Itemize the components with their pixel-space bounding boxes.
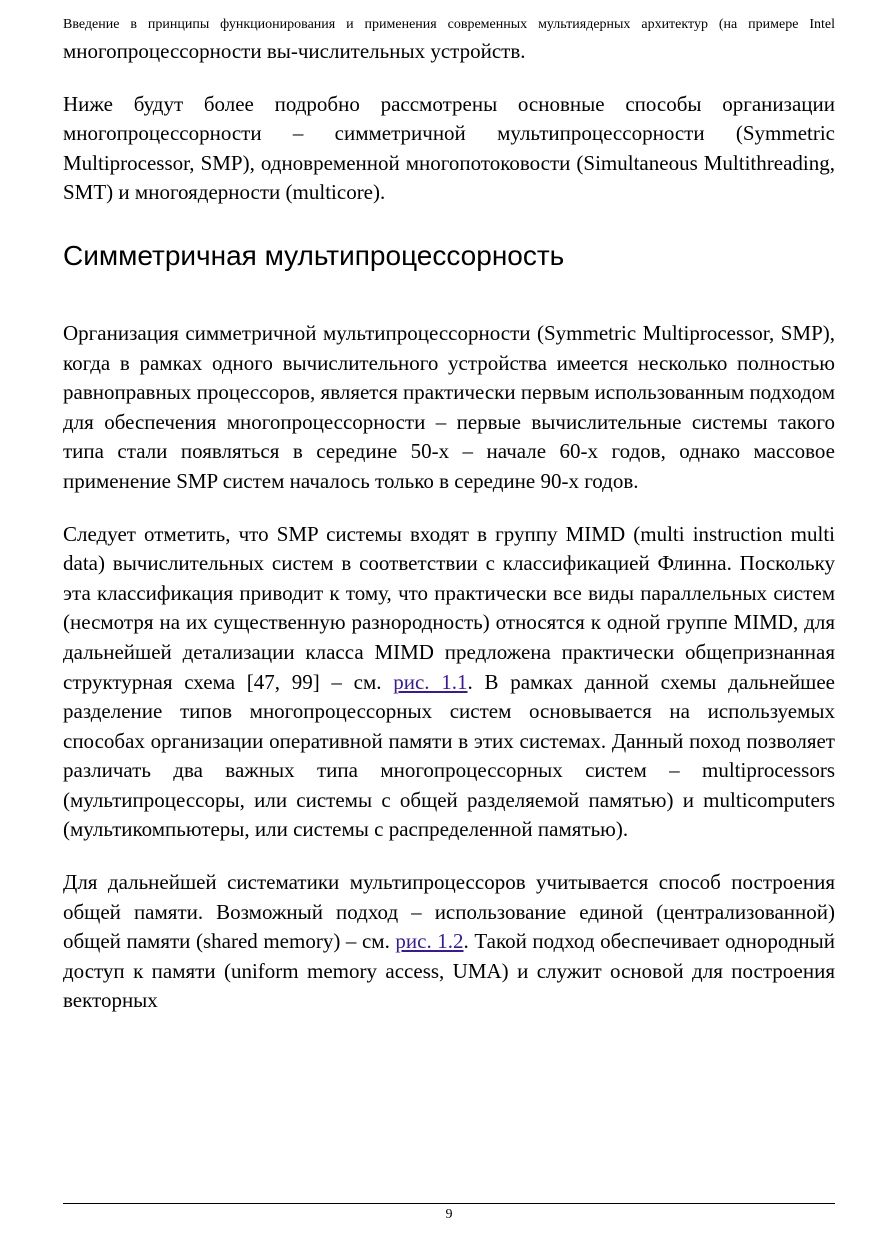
- paragraph-text-segment: . В рамках данной схемы дальнейшее разделение типов многопроцессорных систем основывается на используемых способах организации оперативной памяти в этих системах. Данный поход позволяет различать два важных типа многопроцессорных систем – multiprocessors (мультипроцессоры, или системы с общей разделяемой памятью) и multicomputers (мультикомпьютеры, или системы с распределенной памятью).: [63, 669, 835, 842]
- footer-divider: [63, 1203, 835, 1204]
- intro-paragraph: Ниже будут более подробно рассмотрены основные способы организации многопроцессорности – симметричной мультипроцессорности (Symmetric Multiprocessor, SMP), одновременной многопотоковости (Simultaneous Multithreading, SMT) и многоядерности (multicore).: [63, 91, 835, 205]
- section-heading: Симметричная мультипроцессорность: [63, 239, 565, 271]
- page-number: 9: [445, 1207, 453, 1222]
- running-header: Введение в принципы функционирования и применения современных мультиядерных архитектур (на примере Intel: [63, 17, 835, 32]
- figure-1-1-link[interactable]: рис. 1.1: [393, 669, 468, 694]
- paragraph-text-segment: . Такой подход обеспечивает однородный доступ к памяти (uniform memory access, UMA) и служит основой для построения векторных: [63, 929, 836, 1013]
- paragraph-text-segment: Для дальнейшей систематики мультипроцессоров учитывается способ построения общей памяти. Возможный подход – использование единой (централизованной) общей памяти (shared memory) – см.: [63, 870, 835, 954]
- page-body: [63, 37, 835, 1039]
- continued-text: многопроцессорности вы-числительных устройств.: [63, 39, 526, 63]
- figure-1-2-link[interactable]: рис. 1.2: [395, 929, 464, 954]
- paragraph-shared-memory: [63, 868, 835, 1016]
- paragraph-smp-organization: Организация симметричной мультипроцессорности (Symmetric Multiprocessor, SMP), когда в рамках одного вычислительного устройства имеется несколько полностью равноправных процессоров, является практически первым использованным подходом для обеспечения многопроцессорности – первые вычислительные системы такого типа стали появляться в середине 50-х – начале 60-х годов, однако массовое применение SMP систем началось только в середине 90-х годов.: [63, 320, 835, 493]
- paragraph-mimd-classification: [63, 520, 835, 846]
- paragraph-text-segment: Следует отметить, что SMP системы входят в группу MIMD (multi instruction multi data) вычислительных систем в соответствии с классификацией Флинна. Поскольку эта классификация приводит к тому, что практически все виды параллельных систем (несмотря на их существенную разнородность) относятся к одной группе MIMD, для дальнейшей детализации класса MIMD предложена практически общепризнанная структурная схема [47, 99] – см.: [63, 521, 835, 694]
